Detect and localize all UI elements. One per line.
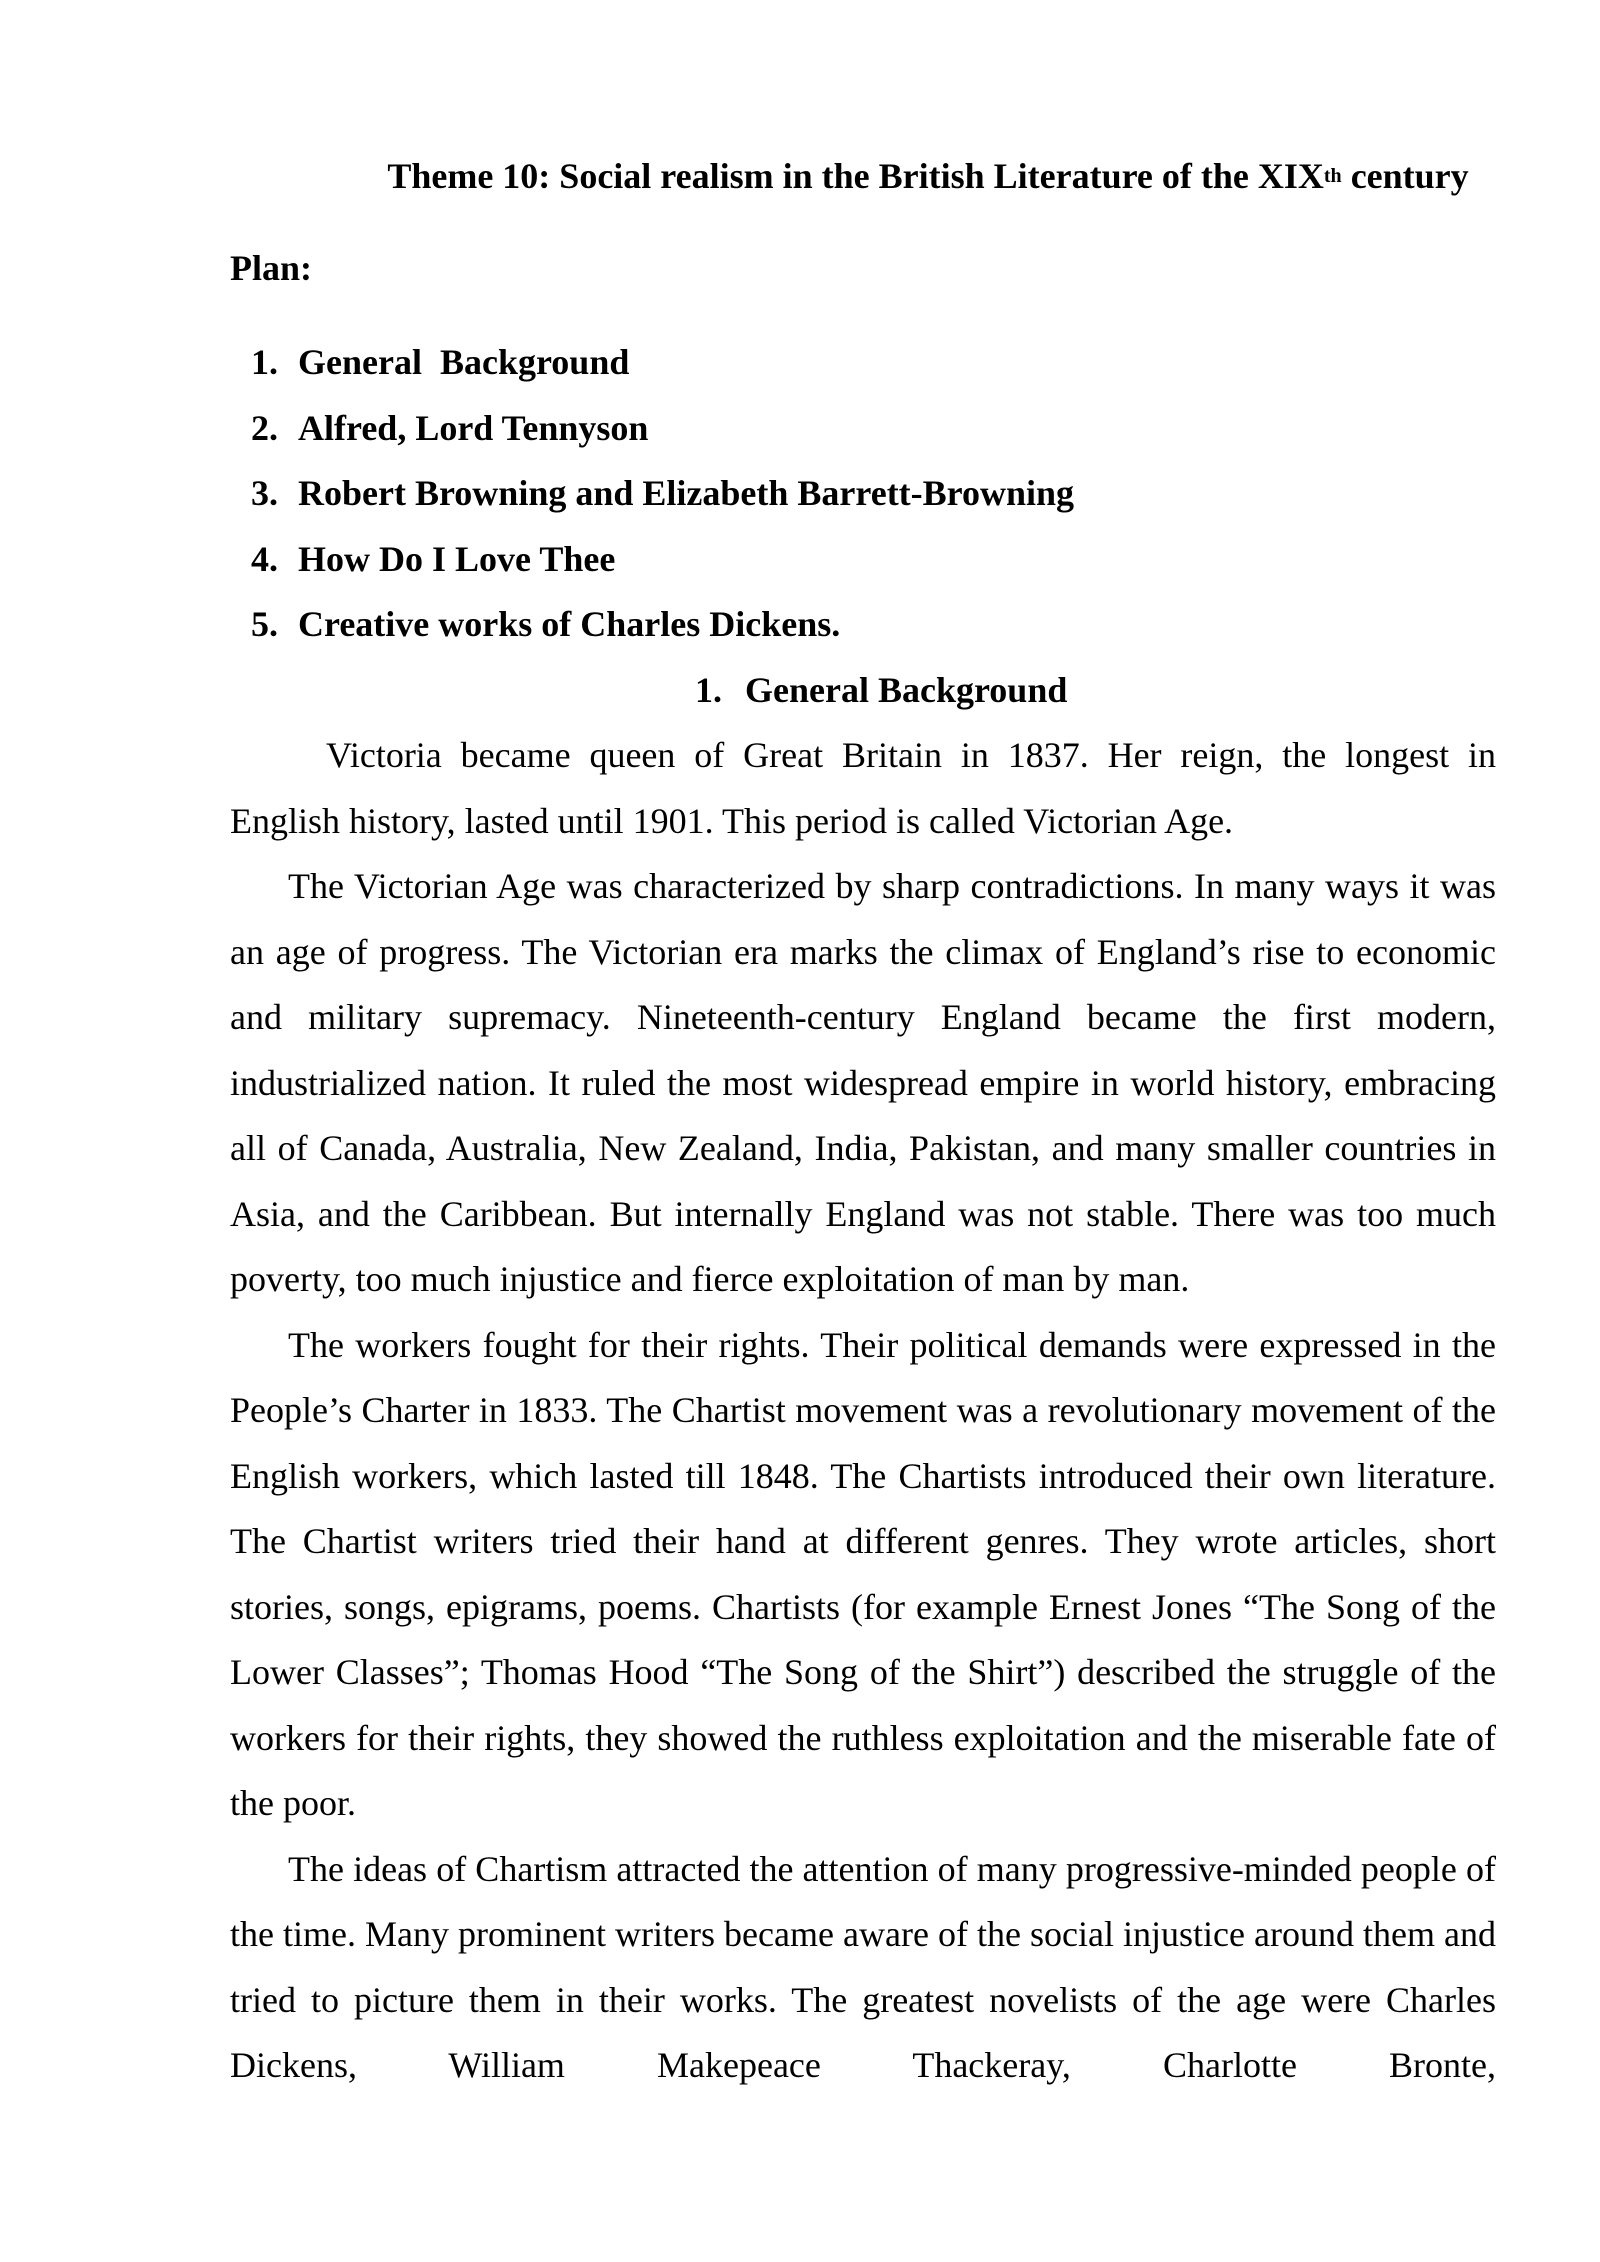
plan-item (230, 330, 1496, 396)
plan-item-text: Robert Browning and Elizabeth Barrett-Browning (298, 473, 1075, 513)
plan-label: Plan: (230, 248, 313, 288)
title-superscript: th (1323, 165, 1342, 187)
title-end: century (1341, 156, 1469, 196)
plan-item-number: 5. (251, 604, 278, 644)
plan-item-text: How Do I Love Thee (298, 538, 616, 579)
body-paragraph: Victoria became queen of Great Britain in 1837. Her reign, the longest in English history, lasted until 1901. This period is called Victorian Age. (230, 735, 1496, 841)
plan-item-number: 4. (251, 538, 278, 579)
body-paragraph: The Victorian Age was characterized by sharp contradictions. In many ways it was an age of progress. The Victorian era marks the climax of England’s rise to economic and military supremacy. Nineteenth-century England became the first modern, industrialized nation. It ruled the most widespread empire in world history, embracing all of Canada, Australia, New Zealand, India, Pakistan, and many smaller countries in Asia, and the Caribbean. But internally England was not stable. There was too much poverty, too much injustice and fierce exploitation of man by man. (230, 866, 1496, 1299)
plan-item (230, 527, 1496, 593)
plan-item-number: 1. (251, 342, 278, 382)
section-heading-text: General Background (745, 669, 1068, 710)
plan-item (230, 461, 1496, 527)
plan-item-text: Alfred, Lord Tennyson (298, 407, 649, 448)
plan-item (230, 396, 1496, 462)
document-content (230, 146, 1496, 2099)
plan-item-text: General Background (298, 342, 630, 382)
plan-list (230, 330, 1496, 658)
section-heading-number: 1. (695, 669, 722, 710)
plan-item-number: 2. (251, 407, 278, 448)
body-paragraph: The workers fought for their rights. Their political demands were expressed in the People’s Charter in 1833. The Chartist movement was a revolutionary movement of the English workers, which lasted till 1848. The Chartists introduced their own literature. The Chartist writers tried their hand at different genres. They wrote articles, short stories, songs, epigrams, poems. Chartists (for example Ernest Jones “The Song of the Lower Classes”; Thomas Hood “The Song of the Shirt”) described the struggle of the workers for their rights, they showed the ruthless exploitation and the miserable fate of the poor. (230, 1324, 1496, 1823)
body-paragraph: The ideas of Chartism attracted the attention of many progressive-minded people of the time. Many prominent writers became aware of the social injustice around them and tried to picture them in their works. The greatest novelists of the age were Charles Dickens, William Makepeace Thackeray, Charlotte Bronte, (230, 1848, 1496, 2085)
document-title (230, 146, 1496, 206)
section-heading (230, 658, 1496, 724)
title-main: Theme 10: Social realism in the British Literature of the XIX (387, 156, 1324, 196)
plan-item (230, 592, 1496, 658)
plan-item-text: Creative works of Charles Dickens. (298, 604, 841, 644)
plan-item-number: 3. (251, 473, 278, 513)
